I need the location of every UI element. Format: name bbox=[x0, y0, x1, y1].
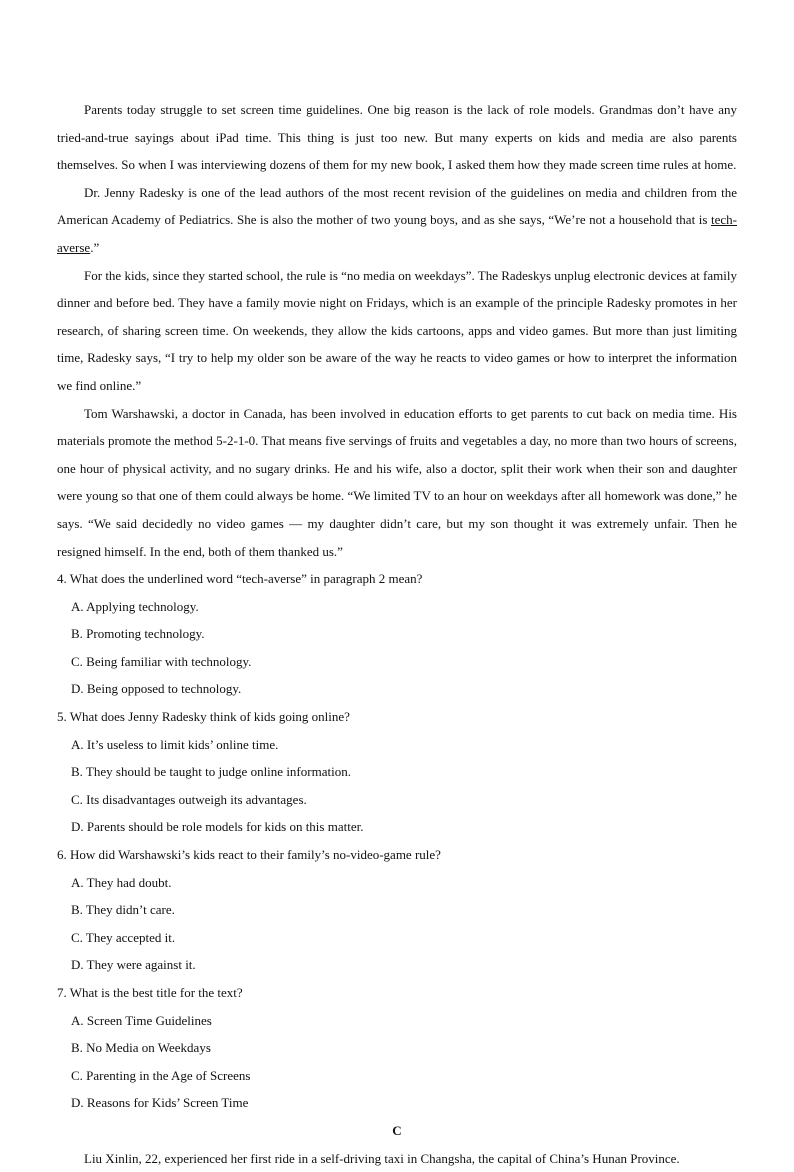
question-6-option-b: B. They didn’t care. bbox=[71, 902, 175, 918]
question-7-options bbox=[57, 1007, 737, 1117]
question-5-option-a: A. It’s useless to limit kids’ online time. bbox=[71, 736, 279, 752]
question-6-stem: 6. How did Warshawski’s kids react to their family’s no-video-game rule? bbox=[57, 847, 441, 863]
question-7-stem: 7. What is the best title for the text? bbox=[57, 985, 243, 1000]
question-4-option-a: A. Applying technology. bbox=[71, 598, 199, 614]
question-5-option-c: C. Its disadvantages outweigh its advantages. bbox=[71, 791, 307, 807]
section-c-first-line: Liu Xinlin, 22, experienced her first ride in a self-driving taxi in Changsha, the capital of China’s Hunan Province. bbox=[84, 1150, 680, 1166]
document-page bbox=[57, 96, 737, 1172]
question-5-option-b: B. They should be taught to judge online information. bbox=[71, 764, 351, 780]
question-4-options bbox=[57, 593, 737, 703]
section-c-heading: C bbox=[392, 1122, 402, 1138]
question-7-option-c: C. Parenting in the Age of Screens bbox=[71, 1067, 251, 1083]
paragraph-3: For the kids, since they started school, the rule is “no media on weekdays”. The Radeskys unplug electronic devices at family dinner and before bed. They have a family movie night on Fridays, which is an example of the principle Radesky promotes in her research, of sharing screen time. On weekends, they allow the kids cartoons, apps and video games. But more than just limiting time, Radesky says, “I try to help my older son be aware of the way he reacts to video games or how to interpret the information we find online.” bbox=[57, 267, 737, 393]
question-4-stem: 4. What does the underlined word “tech-averse” in paragraph 2 mean? bbox=[57, 571, 423, 587]
question-7-option-b: B. No Media on Weekdays bbox=[71, 1040, 211, 1056]
paragraph-1: Parents today struggle to set screen time guidelines. One big reason is the lack of role models. Grandmas don’t have any tried-and-true sayings about iPad time. This thing is just too new. But many experts on kids and media are also parents themselves. So when I was interviewing dozens of them for my new book, I asked them how they made screen time rules at home. bbox=[57, 102, 737, 173]
question-6-option-a: A. They had doubt. bbox=[71, 874, 172, 890]
question-6-option-d: D. They were against it. bbox=[71, 957, 196, 973]
question-4-option-c: C. Being familiar with technology. bbox=[71, 653, 252, 669]
paragraph-2 bbox=[57, 179, 737, 262]
question-5-option-d: D. Parents should be role models for kids on this matter. bbox=[71, 819, 364, 835]
question-4-option-b: B. Promoting technology. bbox=[71, 626, 205, 642]
paragraph-2-end: .” bbox=[90, 239, 100, 255]
question-5-options bbox=[57, 731, 737, 841]
underlined-word: tech-averse bbox=[57, 212, 737, 255]
question-6-options bbox=[57, 869, 737, 979]
question-4-option-d: D. Being opposed to technology. bbox=[71, 681, 242, 697]
paragraph-2-start: Dr. Jenny Radesky is one of the lead authors of the most recent revision of the guidelines on media and children from the American Academy of Pediatrics. She is also the mother of two young boys, and as she says, “We’re not a household that is bbox=[57, 184, 737, 228]
question-6-option-c: C. They accepted it. bbox=[71, 929, 176, 945]
question-7-option-a: A. Screen Time Guidelines bbox=[71, 1012, 212, 1028]
question-7-option-d: D. Reasons for Kids’ Screen Time bbox=[71, 1095, 249, 1111]
paragraph-4: Tom Warshawski, a doctor in Canada, has been involved in education efforts to get parents to cut back on media time. His materials promote the method 5-2-1-0. That means five servings of fruits and vegetables a day, no more than two hours of screens, one hour of physical activity, and no sugary drinks. He and his wife, also a doctor, split their work when their son and daughter were young so that one of them could always be home. “We limited TV to an hour on weekdays after all homework was done,” he says. “We said decidedly no video games — my daughter didn’t care, but my son thought it was extremely unfair. Then he resigned himself. In the end, both of them thanked us.” bbox=[57, 405, 737, 559]
question-5-stem: 5. What does Jenny Radesky think of kids going online? bbox=[57, 709, 350, 725]
